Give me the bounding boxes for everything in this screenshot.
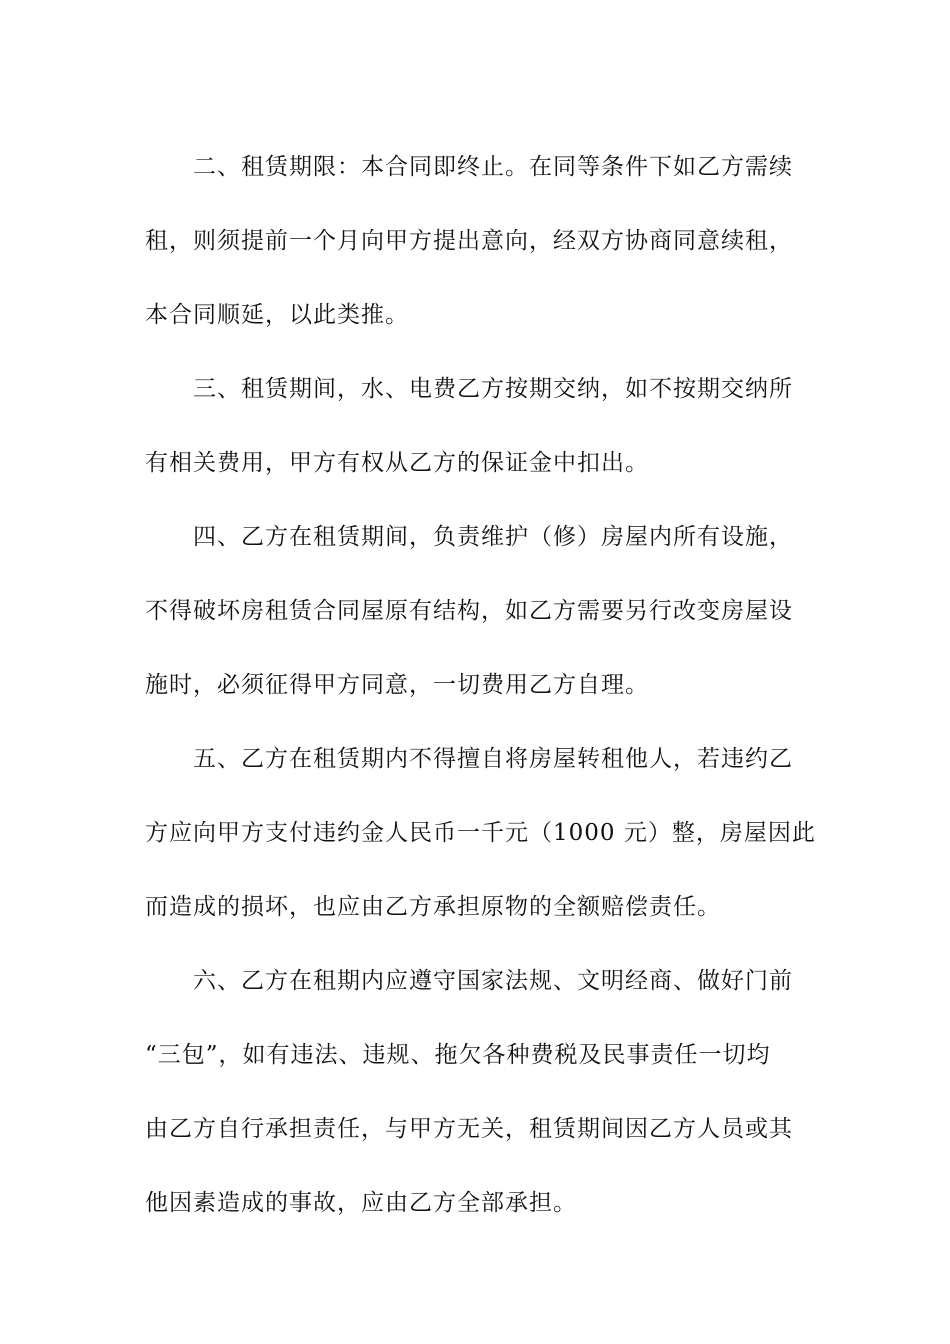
paragraph-line: 施时，必须征得甲方同意，一切费用乙方自理。: [145, 672, 649, 698]
paragraph-line: 方应向甲方支付违约金人民币一千元（1000 元）整，房屋因此: [145, 820, 816, 846]
paragraph-line: 有相关费用，甲方有权从乙方的保证金中扣出。: [145, 450, 649, 476]
paragraph-line: “三包”，如有违法、违规、拖欠各种费税及民事责任一切均: [145, 1042, 771, 1068]
paragraph-line: 而造成的损坏，也应由乙方承担原物的全额赔偿责任。: [145, 894, 721, 920]
clause-4-paragraph: [145, 500, 810, 722]
clause-6-paragraph: [145, 944, 810, 1240]
paragraph-line: 不得破坏房租赁合同屋原有结构，如乙方需要另行改变房屋设: [145, 598, 793, 624]
paragraph-line: 五、乙方在租赁期内不得擅自将房屋转租他人，若违约乙: [193, 746, 793, 772]
clause-2-paragraph: [145, 130, 810, 352]
paragraph-line: 租，则须提前一个月向甲方提出意向，经双方协商同意续租，: [145, 228, 793, 254]
paragraph-line: 六、乙方在租期内应遵守国家法规、文明经商、做好门前: [193, 968, 793, 994]
paragraph-line: 四、乙方在租赁期间，负责维护（修）房屋内所有设施，: [193, 524, 793, 550]
paragraph-line: 由乙方自行承担责任，与甲方无关，租赁期间因乙方人员或其: [145, 1116, 793, 1142]
paragraph-line: 二、租赁期限：本合同即终止。在同等条件下如乙方需续: [193, 154, 793, 180]
clause-3-paragraph: [145, 352, 810, 500]
document-body: [145, 130, 816, 1240]
paragraph-line: 三、租赁期间，水、电费乙方按期交纳，如不按期交纳所: [193, 376, 793, 402]
paragraph-line: 他因素造成的事故，应由乙方全部承担。: [145, 1190, 577, 1216]
paragraph-line: 本合同顺延，以此类推。: [145, 302, 409, 328]
clause-5-paragraph: [145, 722, 816, 944]
